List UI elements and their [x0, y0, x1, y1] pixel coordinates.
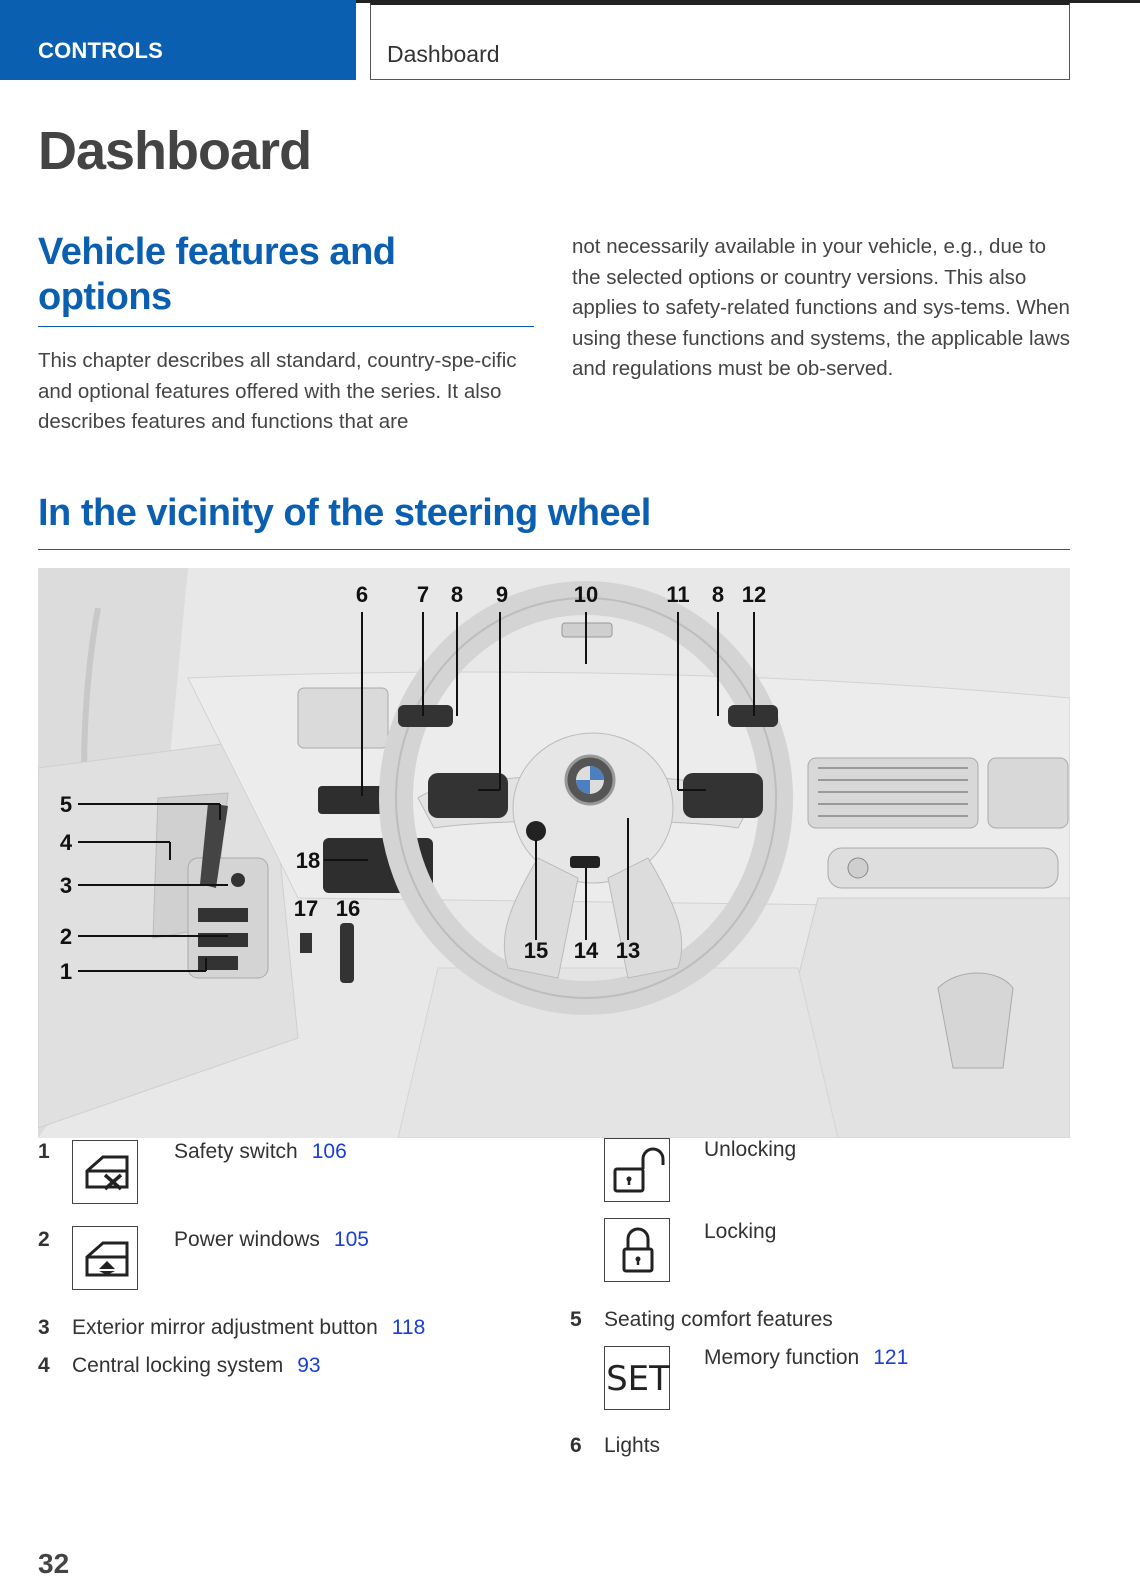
callout-12: 12 — [741, 582, 767, 607]
section-rule — [38, 326, 534, 327]
callout-17: 17 — [293, 896, 319, 921]
legend-number: 2 — [38, 1228, 50, 1251]
callout-16: 16 — [335, 896, 361, 921]
chapter-header-label: Dashboard — [387, 41, 500, 67]
callout-11: 11 — [666, 582, 690, 607]
section-tab — [0, 0, 356, 80]
callout-3: 3 — [59, 873, 73, 898]
section-tab-label: CONTROLS — [38, 38, 164, 63]
callout-8-left: 8 — [450, 582, 464, 607]
page-number: 32 — [38, 1548, 70, 1579]
callout-4: 4 — [59, 830, 73, 855]
legend-label-power-windows — [174, 1228, 369, 1252]
legend-number: 5 — [570, 1308, 582, 1331]
legend-number: 4 — [38, 1354, 50, 1377]
legend-label-locking: Locking — [704, 1220, 777, 1243]
legend-label-unlocking: Unlocking — [704, 1138, 797, 1161]
legend-label-text: Memory function — [704, 1346, 860, 1369]
callout-18: 18 — [295, 848, 321, 873]
section-title-features: Vehicle features and options — [38, 231, 396, 318]
page-reference-link[interactable]: 93 — [297, 1354, 321, 1377]
page-reference-link[interactable]: 106 — [311, 1140, 347, 1163]
page-title: Dashboard — [38, 121, 312, 181]
power-window-icon — [72, 1226, 138, 1290]
callout-7: 7 — [416, 582, 430, 607]
unlock-icon — [604, 1138, 670, 1202]
callout-2: 2 — [59, 924, 73, 949]
legend-number: 6 — [570, 1434, 582, 1457]
legend-label-text: Safety switch — [174, 1140, 298, 1163]
callout-8-right: 8 — [711, 582, 725, 607]
legend-label-seating-comfort: Seating comfort features — [604, 1308, 833, 1331]
cockpit-illustration — [38, 568, 1070, 1138]
lock-icon — [604, 1218, 670, 1282]
callout-10: 10 — [573, 582, 599, 607]
memory-set-icon — [604, 1346, 670, 1410]
legend-label-text: Power windows — [174, 1228, 320, 1251]
legend-number: 1 — [38, 1140, 50, 1163]
intro-text-right: not necessarily available in your vehicle, e.g., due to the selected options or country versions. This also applies to safety-related functions and sys-tems. When using these functions and systems, the applicable laws and regulations must be ob-served. — [572, 235, 1070, 380]
cockpit-drawing — [38, 568, 1070, 1138]
callout-6: 6 — [355, 582, 369, 607]
callout-9: 9 — [495, 582, 509, 607]
chapter-header — [370, 2, 1070, 80]
safety-switch-icon — [72, 1140, 138, 1204]
legend-label-memory — [704, 1346, 908, 1370]
legend-label-text: Exterior mirror adjustment button — [72, 1316, 378, 1339]
page-reference-link[interactable]: 105 — [333, 1228, 369, 1251]
section-title-steering: In the vicinity of the steering wheel — [38, 492, 651, 534]
legend-label-central-locking — [72, 1354, 321, 1378]
intro-text-left: This chapter describes all standard, country-spe-cific and optional features offered with the series. It also describes features and functions that are — [38, 349, 517, 433]
callout-1: 1 — [59, 959, 73, 984]
callout-5: 5 — [59, 792, 73, 817]
legend-number: 3 — [38, 1316, 50, 1339]
legend-label-mirror — [72, 1316, 425, 1340]
page-reference-link[interactable]: 121 — [873, 1346, 909, 1369]
legend-label-text: Central locking system — [72, 1354, 284, 1377]
section-rule — [38, 549, 1070, 550]
memory-set-icon-text: SET — [606, 1359, 670, 1399]
callout-14: 14 — [573, 938, 599, 963]
legend-label-lights: Lights — [604, 1434, 661, 1457]
callout-15: 15 — [523, 938, 549, 963]
callout-13: 13 — [615, 938, 641, 963]
page-reference-link[interactable]: 118 — [391, 1316, 426, 1339]
legend-label-safety-switch — [174, 1140, 347, 1164]
